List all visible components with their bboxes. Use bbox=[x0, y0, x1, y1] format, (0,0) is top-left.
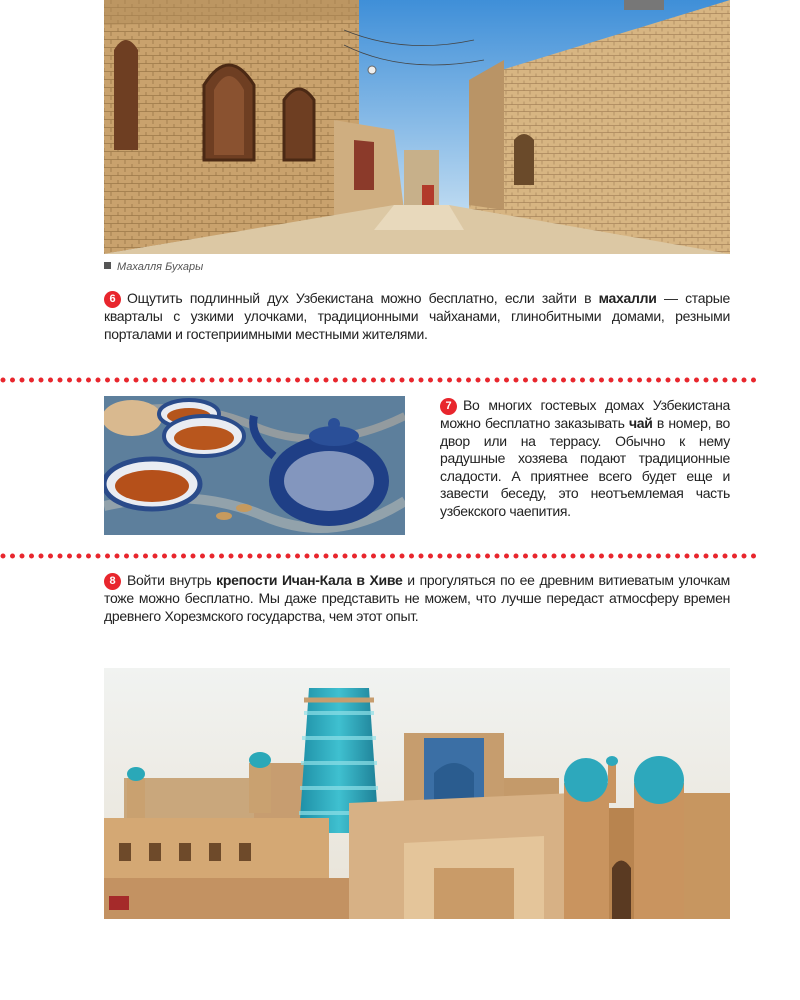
number-badge-8: 8 bbox=[104, 573, 121, 590]
text-6-before: Ощутить подлинный дух Узбекистана можно бесплатно, если зайти в bbox=[127, 290, 599, 306]
paragraph-7 bbox=[440, 397, 730, 520]
text-7-bold: чай bbox=[628, 415, 653, 431]
paragraph-6 bbox=[104, 290, 730, 343]
photo-uzbek-tea bbox=[104, 396, 405, 535]
photo-khiva-itchan-kala bbox=[104, 668, 730, 919]
caption-text: Махалля Бухары bbox=[117, 261, 204, 273]
text-8-bold: крепости Ичан-Кала в Хиве bbox=[216, 572, 403, 588]
number-badge-6: 6 bbox=[104, 291, 121, 308]
text-7-after: в номер, во двор или на террасу. Обычно к нему радушные хозяева подают традиционные сладости. А приятнее всего будет еще и завести беседу, это неотъемлемая часть узбекского чаепития. bbox=[440, 415, 730, 519]
text-8-before: Войти внутрь bbox=[127, 572, 217, 588]
dotted-divider bbox=[0, 553, 760, 559]
square-bullet-icon bbox=[104, 262, 111, 269]
text-6-after: — старые кварталы с узкими улочками, традиционными чайханами, глинобитными домами, резными порталами и гостеприимными местными жителями. bbox=[104, 290, 730, 342]
photo-bukhara-street bbox=[104, 0, 730, 254]
photo-caption bbox=[104, 261, 203, 273]
paragraph-8 bbox=[104, 572, 730, 625]
dotted-divider bbox=[0, 377, 760, 383]
text-6-bold: махалли bbox=[598, 290, 657, 306]
text-8-after: и прогуляться по ее древним витиеватым улочкам тоже можно бесплатно. Мы даже представить не можем, что лучше передаст атмосферу времен древнего Хорезмского государства, чем этот опыт. bbox=[104, 572, 731, 624]
text-7-before: Во многих гостевых домах Узбекистана можно бесплатно заказывать bbox=[440, 397, 730, 431]
number-badge-7: 7 bbox=[440, 398, 457, 415]
